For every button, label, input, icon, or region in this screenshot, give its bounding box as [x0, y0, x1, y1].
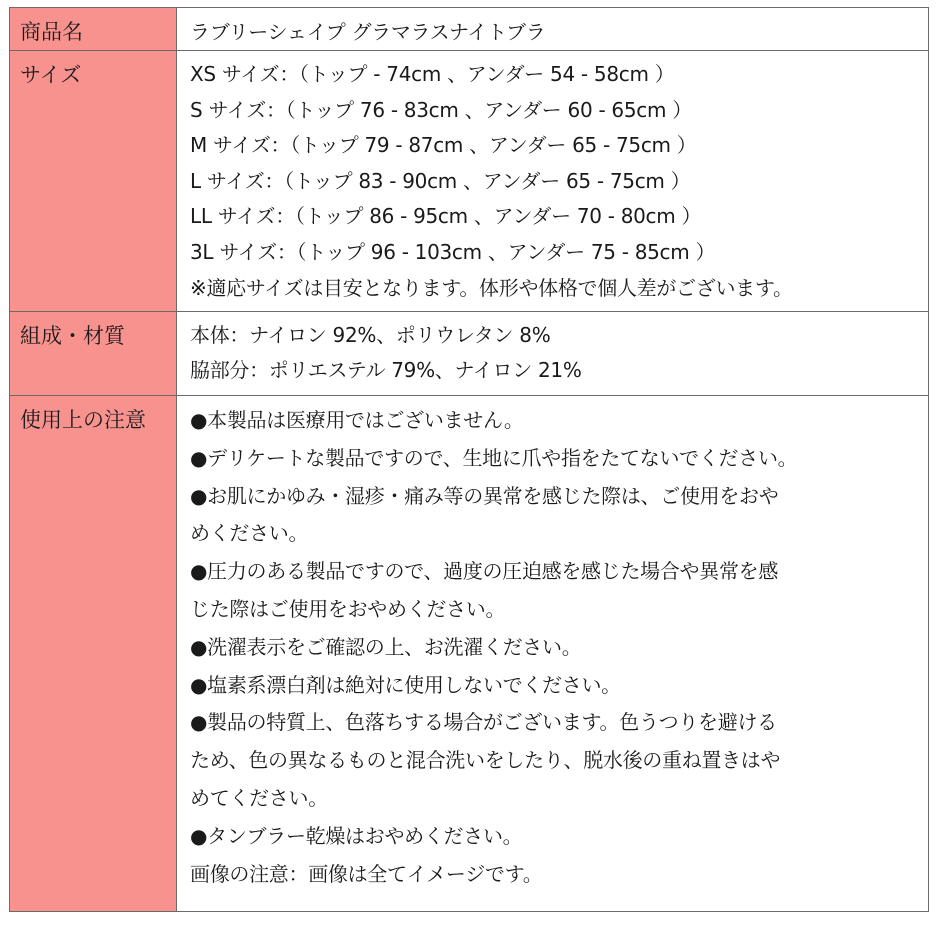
material-value: [177, 312, 929, 396]
product-spec-table: [9, 7, 929, 912]
image-note: 画像の注意：画像は全てイメージです。: [190, 861, 543, 886]
material-line-body: 本体：ナイロン 92%、ポリウレタン 8%: [190, 323, 551, 347]
material-label: 組成・材質: [10, 312, 177, 396]
size-line-m: M サイズ：（トップ 79 - 87cm 、アンダー 65 - 75cm ）: [190, 133, 697, 158]
material-line-side: 脇部分：ポリエステル 79%、ナイロン 21%: [190, 358, 582, 382]
size-line-s: S サイズ：（トップ 76 - 83cm 、アンダー 60 - 65cm ）: [190, 97, 692, 122]
size-line-xs: XS サイズ：（トップ - 74cm 、アンダー 54 - 58cm ）: [190, 62, 675, 86]
caution-line: ●洗濯表示をご確認の上、お洗濯ください。: [190, 634, 582, 659]
caution-line: ●本製品は医療用ではございません。: [190, 408, 524, 432]
caution-line: じた際はご使用をおやめください。: [190, 596, 506, 621]
size-line-ll: LL サイズ：（トップ 86 - 95cm 、アンダー 70 - 80cm ）: [190, 204, 702, 229]
row-material: [10, 312, 929, 396]
row-size: [10, 51, 929, 312]
caution-line: ●タンブラー乾燥はおやめください。: [190, 823, 523, 848]
caution-line: ●デリケートな製品ですので、生地に爪や指をたてないでください。: [190, 445, 798, 470]
caution-line: ●塩素系漂白剤は絶対に使用しないでください。: [190, 672, 621, 697]
caution-label: 使用上の注意: [10, 396, 177, 912]
size-label: サイズ: [10, 51, 177, 312]
caution-line: ●製品の特質上、色落ちする場合がございます。色うつりを避ける: [190, 710, 777, 735]
size-line-l: L サイズ：（トップ 83 - 90cm 、アンダー 65 - 75cm ）: [190, 168, 691, 193]
product-name-label: 商品名: [10, 8, 177, 51]
size-line-3l: 3L サイズ：（トップ 96 - 103cm 、アンダー 75 - 85cm ）: [190, 239, 716, 264]
size-note: ※適応サイズは目安となります。体形や体格で個人差がございます。: [190, 275, 793, 300]
caution-line: めください。: [190, 521, 309, 546]
product-name-value: [177, 8, 929, 51]
caution-line: めてください。: [190, 785, 328, 810]
caution-line: ため、色の異なるものと混合洗いをしたり、脱水後の重ね置きはや: [190, 748, 781, 773]
caution-line: ●お肌にかゆみ・湿疹・痛み等の異常を感じた際は、ご使用をおや: [190, 483, 779, 508]
row-product-name: [10, 8, 929, 51]
caution-value: [177, 396, 929, 912]
product-name-text: ラブリーシェイプ グラマラスナイトブラ: [190, 20, 546, 44]
caution-line: ●圧力のある製品ですので、過度の圧迫感を感じた場合や異常を感: [190, 559, 779, 584]
row-caution: [10, 396, 929, 912]
size-value: [177, 51, 929, 312]
